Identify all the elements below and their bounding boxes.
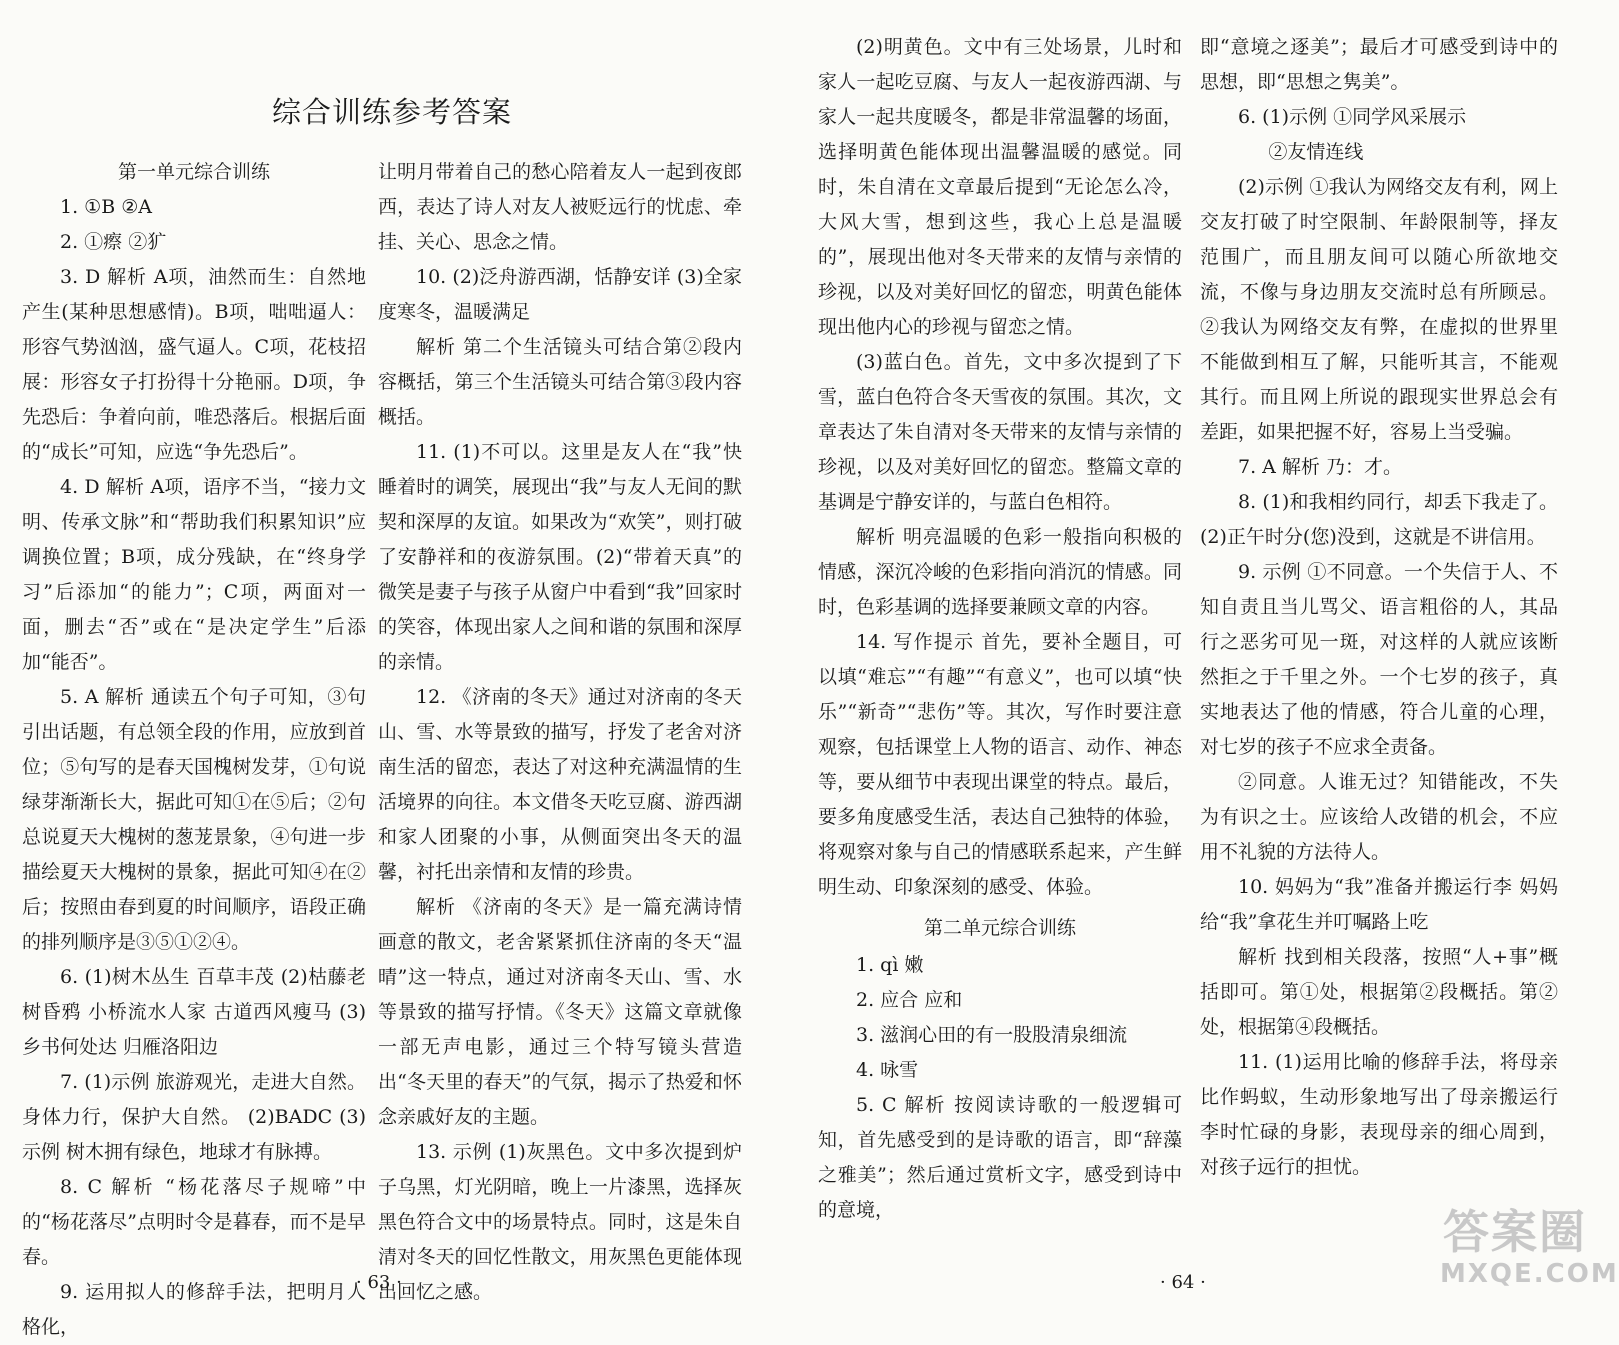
answer-9-cont: 让明月带着自己的愁心陪着友人一起到夜郎西，表达了诗人对友人被贬远行的忧虑、牵挂、关心、思念之情。: [378, 161, 742, 253]
u2-answer-6: 6. (1)示例 ①同学风采展示: [1238, 106, 1467, 128]
answer-10: 10. (2)泛舟游西湖，恬静安详 (3)全家度寒冬，温暖满足: [378, 266, 742, 323]
u2-answer-3: 3. 滋润心田的有一股股清泉细流: [856, 1024, 1128, 1046]
answer-4: 4. D 解析 A项，语序不当，“接力文明、传承文脉”和“帮助我们积累知识”应调换位置；B项，成分残缺，在“终身学习”后添加“的能力”；C项，两面对一面，删去“否”或在“是决定学生”后添加“能否”。: [22, 476, 366, 673]
watermark-top: 答案圈: [1443, 1205, 1587, 1259]
answer-8: 8. C 解析 “杨花落尽子规啼”中的“杨花落尽”点明时令是暮春，而不是早春。: [22, 1176, 366, 1268]
unit1-title: 第一单元综合训练: [117, 161, 270, 183]
page-title: 综合训练参考答案: [272, 95, 513, 129]
u2-answer-8: 8. (1)和我相约同行，却丢下我走了。(2)正午时分(您)没到，这就是不讲信用。: [1200, 491, 1558, 548]
answer-13-analysis: 解析 明亮温暖的色彩一般指向积极的情感，深沉冷峻的色彩指向消沉的情感。同时，色彩基调的选择要兼顾文章的内容。: [818, 526, 1182, 618]
u2-answer-5-cont: 即“意境之逐美”；最后才可感受到诗中的思想，即“思想之隽美”。: [1200, 36, 1558, 93]
u2-answer-2: 2. 应合 应和: [856, 989, 963, 1011]
answer-3: 3. D 解析 A项，油然而生：自然地产生(某种思想感情)。B项，咄咄逼人：形容气势汹汹，盛气逼人。C项，花枝招展：形容女子打扮得十分艳丽。D项，争先恐后：争着向前，唯恐落后。根据后面的“成长”可知，应选“争先恐后”。: [22, 266, 366, 463]
answer-14: 14. 写作提示 首先，要补全题目，可以填“难忘”“有趣”“有意义”，也可以填“快乐”“新奇”“悲伤”等。其次，写作时要注意观察，包括课堂上人物的语言、动作、神态等，要从细节中表现出课堂的特点。最后，要多角度感受生活，表达自己独特的体验，将观察对象与自己的情感联系起来，产生鲜明生动、印象深刻的感受、体验。: [818, 631, 1182, 898]
answer-5: 5. A 解析 通读五个句子可知，③句引出话题，有总领全段的作用，应放到首位；⑤句写的是春天国槐树发芽，①句说绿芽渐渐长大，据此可知①在⑤后；②句总说夏天大槐树的葱茏景象，④句进一步描绘夏天大槐树的景象，据此可知④在②后；按照由春到夏的时间顺序，语段正确的排列顺序是③⑤①②④。: [22, 686, 366, 953]
u2-answer-10: 10. 妈妈为“我”准备并搬运行李 妈妈给“我”拿花生并叮嘱路上吃: [1200, 876, 1558, 933]
u2-answer-6-2: (2)示例 ①我认为网络交友有利，网上交友打破了时空限制、年龄限制等，择友范围广，而且朋友间可以随心所欲地交流，不像与身边朋友交流时总有所顾忌。②我认为网络交友有弊，在虚拟的世界里不能做到相互了解，只能听其言，不能观其行。而且网上所说的跟现实世界总会有差距，如果把握不好，容易上当受骗。: [1200, 176, 1558, 443]
u2-answer-6-b: ②友情连线: [1268, 141, 1364, 163]
u2-answer-10-analysis: 解析 找到相关段落，按照“人+事”概括即可。第①处，根据第②段概括。第②处，根据第④段概括。: [1200, 946, 1558, 1038]
answer-1: 1. ①B ②A: [60, 196, 152, 218]
u2-answer-5: 5. C 解析 按阅读诗歌的一般逻辑可知，首先感受到的是诗歌的语言，即“辞藻之雅美”；然后通过赏析文字，感受到诗中的意境，: [818, 1094, 1182, 1221]
u2-answer-9-2: ②同意。人谁无过？知错能改，不失为有识之士。应该给人改错的机会，不应用不礼貌的方法待人。: [1200, 771, 1558, 863]
watermark-bottom: MXQE.COM: [1440, 1259, 1619, 1289]
answer-9-start: 9. 运用拟人的修辞手法，把明月人格化，: [22, 1281, 366, 1338]
column-2: [378, 155, 742, 1310]
unit2-title: 第二单元综合训练: [923, 917, 1076, 939]
column-3: [818, 30, 1182, 1228]
u2-answer-9: 9. 示例 ①不同意。一个失信于人、不知自责且当儿骂父、语言粗俗的人，其品行之恶劣可见一斑，对这样的人就应该断然拒之于千里之外。一个七岁的孩子，真实地表达了他的情感，符合儿童的心理，对七岁的孩子不应求全责备。: [1200, 561, 1558, 758]
watermark-logo: [1440, 1205, 1619, 1300]
answer-2: 2. ①瘵 ②犷: [60, 231, 167, 253]
answer-6: 6. (1)树木丛生 百草丰茂 (2)枯藤老树昏鸦 小桥流水人家 古道西风瘦马 (3)乡书何处达 归雁洛阳边: [22, 966, 366, 1058]
answer-13-3: (3)蓝白色。首先，文中多次提到了下雪，蓝白色符合冬天雪夜的氛围。其次，文章表达了朱自清对冬天带来的友情与亲情的珍视，以及对美好回忆的留恋。整篇文章的基调是宁静安详的，与蓝白色相符。: [818, 351, 1182, 513]
answer-13: 13. 示例 (1)灰黑色。文中多次提到炉子乌黑，灯光阴暗，晚上一片漆黑，选择灰黑色符合文中的场景特点。同时，这是朱自清对冬天的回忆性散文，用灰黑色更能体现出回忆之感。: [378, 1141, 742, 1303]
column-4: [1200, 30, 1558, 1185]
answer-7: 7. (1)示例 旅游观光，走进大自然。 身体力行，保护大自然。 (2)BADC (3)示例 树木拥有绿色，地球才有脉搏。: [22, 1071, 366, 1163]
answer-12: 12. 《济南的冬天》通过对济南的冬天山、雪、水等景致的描写，抒发了老舍对济南生活的留恋，表达了对这种充满温情的生活境界的向往。本文借冬天吃豆腐、游西湖和家人团聚的小事，从侧面突出冬天的温馨，衬托出亲情和友情的珍贵。: [378, 686, 742, 883]
answer-12-analysis: 解析 《济南的冬天》是一篇充满诗情画意的散文，老舍紧紧抓住济南的冬天“温晴”这一特点，通过对济南冬天山、雪、水等景致的描写抒情。《冬天》这篇文章就像一部无声电影，通过三个特写镜头营造出“冬天里的春天”的气氛，揭示了热爱和怀念亲戚好友的主题。: [378, 896, 742, 1128]
answer-10-analysis: 解析 第二个生活镜头可结合第②段内容概括，第三个生活镜头可结合第③段内容概括。: [378, 336, 742, 428]
u2-answer-4: 4. 咏雪: [856, 1059, 919, 1081]
answer-11: 11. (1)不可以。这里是友人在“我”快睡着时的调笑，展现出“我”与友人无间的默契和深厚的友谊。如果改为“欢笑”，则打破了安静祥和的夜游氛围。(2)“带着天真”的微笑是妻子与孩子从窗户中看到“我”回家时的笑容，体现出家人之间和谐的氛围和深厚的亲情。: [378, 441, 742, 673]
u2-answer-11: 11. (1)运用比喻的修辞手法，将母亲比作蚂蚁，生动形象地写出了母亲搬运行李时忙碌的身影，表现母亲的细心周到，对孩子远行的担忧。: [1200, 1051, 1558, 1178]
page-number-right: · 64 ·: [1160, 1272, 1206, 1293]
u2-answer-1: 1. qì 嫩: [856, 954, 924, 976]
column-1: [22, 155, 366, 1345]
answer-13-2: (2)明黄色。文中有三处场景，儿时和家人一起吃豆腐、与友人一起夜游西湖、与家人一起共度暖冬，都是非常温馨的场面，选择明黄色能体现出温馨温暖的感觉。同时，朱自清在文章最后提到“无论怎么冷，大风大雪，想到这些，我心上总是温暖的”，展现出他对冬天带来的友情与亲情的珍视，以及对美好回忆的留恋，明黄色能体现出他内心的珍视与留恋之情。: [818, 36, 1182, 338]
u2-answer-7: 7. A 解析 乃：才。: [1238, 456, 1402, 478]
page-number-left: · 63 ·: [356, 1272, 402, 1293]
